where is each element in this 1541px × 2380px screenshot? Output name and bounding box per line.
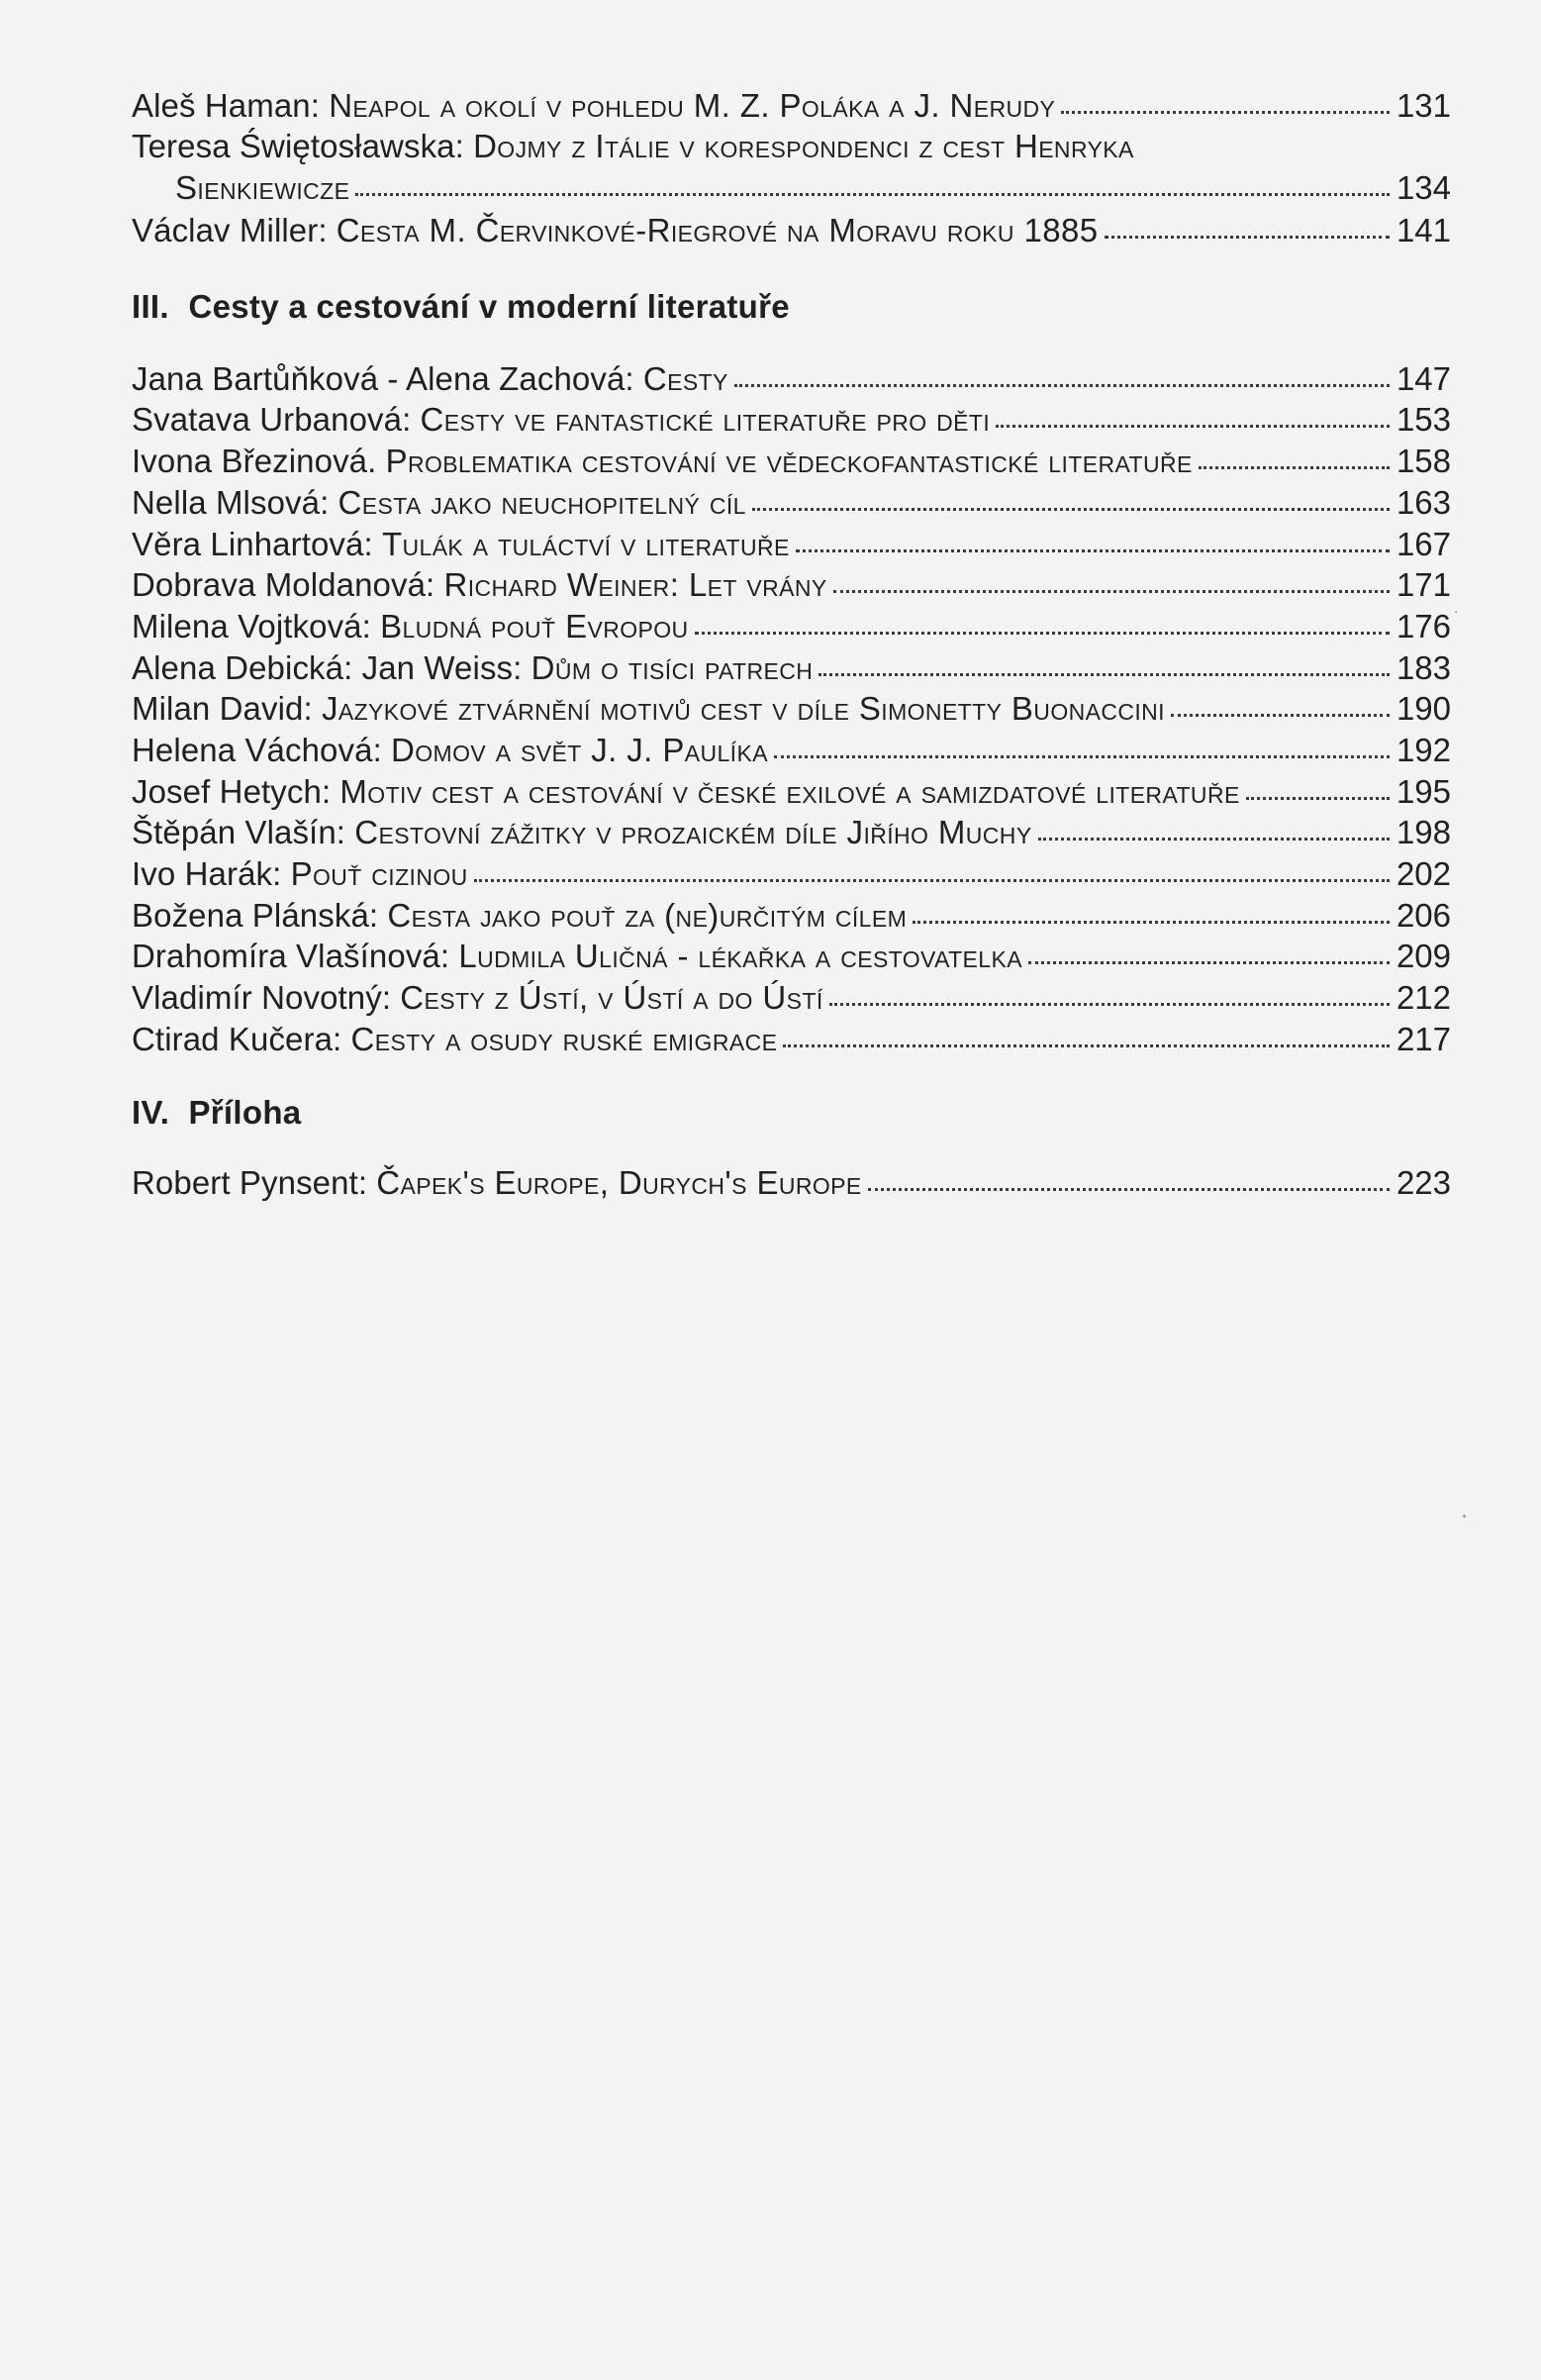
entry-author: Alena Debická: Jan Weiss: xyxy=(132,648,523,686)
entry-page-number: 158 xyxy=(1396,443,1451,480)
entry-page-number: 147 xyxy=(1396,359,1451,397)
entry-author: Vladimír Novotný: xyxy=(132,979,392,1017)
entry-page-number: 217 xyxy=(1396,1020,1451,1057)
paper-speck xyxy=(1463,1515,1466,1518)
entry-page-number: 206 xyxy=(1396,896,1451,934)
entry-page-number: 183 xyxy=(1396,648,1451,686)
toc-entry xyxy=(132,126,1451,209)
entry-author: Robert Pynsent: xyxy=(132,1164,368,1202)
entry-author: Milena Vojtková: xyxy=(132,607,371,645)
entry-page-number: 195 xyxy=(1396,772,1451,810)
toc-entry xyxy=(132,563,1451,605)
dot-leader xyxy=(695,605,1390,638)
entry-title: Cesta jako pouť za (ne)určitým cílem xyxy=(387,896,908,934)
dot-leader xyxy=(829,976,1390,1009)
entry-author: Štěpán Vlašín: xyxy=(132,814,346,851)
entry-author: Božena Plánská: xyxy=(132,896,379,934)
entry-page-number: 223 xyxy=(1396,1164,1451,1202)
entry-title: Cesta jako neuchopitelný cíl xyxy=(337,483,746,521)
entry-title: Domov a svět J. J. Paulíka xyxy=(391,731,768,768)
toc-entry xyxy=(132,84,1451,126)
entry-page-number: 192 xyxy=(1396,731,1451,768)
entry-page-number: 176 xyxy=(1396,607,1451,645)
entry-author: Helena Váchová: xyxy=(132,731,382,768)
entry-page-number: 190 xyxy=(1396,690,1451,728)
toc-entry xyxy=(132,935,1451,976)
entry-title: Cesty ve fantastické literatuře pro děti xyxy=(420,401,991,439)
dot-leader xyxy=(474,852,1390,885)
entry-title: Pouť cizinou xyxy=(290,855,468,893)
dot-leader xyxy=(1061,84,1390,117)
dot-leader xyxy=(1105,209,1391,242)
entry-title: Dům o tisíci patrech xyxy=(530,648,814,686)
entry-title: Motiv cest a cestování v české exilové a samizdatové literatuře xyxy=(339,772,1240,810)
toc-entry xyxy=(132,687,1451,729)
entry-page-number: 141 xyxy=(1396,212,1451,249)
entry-title: Cesty z Ústí, v Ústí a do Ústí xyxy=(400,979,823,1017)
entry-title: Richard Weiner: Let vrány xyxy=(443,566,827,604)
entry-author: Ivona Březinová. xyxy=(132,443,377,480)
entry-author: Svatava Urbanová: xyxy=(132,401,412,439)
dot-leader xyxy=(833,563,1390,596)
toc-entry xyxy=(132,398,1451,440)
section-entries xyxy=(132,357,1451,1059)
entry-title: Problematika cestování ve vědeckofantastické literatuře xyxy=(385,443,1193,480)
section-numeral: IV. xyxy=(132,1094,170,1132)
entry-title: Bludná pouť Evropou xyxy=(380,607,689,645)
dot-leader xyxy=(796,523,1390,555)
entry-author: Drahomíra Vlašínová: xyxy=(132,938,450,975)
dot-leader xyxy=(752,481,1390,514)
entry-title-continuation: Sienkiewicze xyxy=(175,169,350,207)
entry-title: Cestovní zážitky v prozaickém díle Jiřího Muchy xyxy=(354,814,1032,851)
section-heading xyxy=(132,1092,1451,1134)
entry-author: Milan David: xyxy=(132,690,313,728)
entry-title: Cesta M. Červinkové-Riegrové na Moravu roku 1885 xyxy=(336,212,1099,249)
toc-entry xyxy=(132,481,1451,523)
toc-entry xyxy=(132,729,1451,770)
entry-page-number: 134 xyxy=(1396,169,1451,207)
entry-page-number: 131 xyxy=(1396,87,1451,124)
dot-leader xyxy=(913,894,1390,927)
toc-entry xyxy=(132,357,1451,399)
toc-entry xyxy=(132,523,1451,564)
entry-page-number: 171 xyxy=(1396,566,1451,604)
toc-entry xyxy=(132,894,1451,936)
entry-author: Nella Mlsová: xyxy=(132,483,330,521)
section-entries xyxy=(132,1161,1451,1203)
dot-leader xyxy=(734,357,1390,390)
toc-entry xyxy=(132,811,1451,852)
entry-title: Jazykové ztvárnění motivů cest v díle Simonetty Buonaccini xyxy=(321,690,1165,728)
toc-entry xyxy=(132,646,1451,688)
entry-author: Jana Bartůňková - Alena Zachová: xyxy=(132,359,634,397)
dot-leader xyxy=(1199,440,1390,472)
entry-title: Tulák a tuláctví v literatuře xyxy=(381,525,790,562)
toc-entry xyxy=(132,852,1451,894)
entry-title: Ludmila Uličná - lékařka a cestovatelka xyxy=(458,938,1022,975)
dot-leader xyxy=(355,166,1390,199)
dot-leader xyxy=(774,729,1390,761)
toc-entry xyxy=(132,605,1451,646)
toc-entry xyxy=(132,1018,1451,1059)
section-heading xyxy=(132,286,1451,328)
entry-page-number: 167 xyxy=(1396,525,1451,562)
toc-entry xyxy=(132,770,1451,812)
dot-leader xyxy=(1171,687,1390,720)
entry-author: Teresa Świętosławska: xyxy=(132,127,464,164)
entry-title: Cesty xyxy=(642,359,728,397)
dot-leader xyxy=(819,646,1390,679)
entry-title: Čapek's Europe, Durych's Europe xyxy=(376,1164,862,1202)
dot-leader xyxy=(1038,811,1390,843)
section-numeral: III. xyxy=(132,287,169,325)
entry-author: Ctirad Kučera: xyxy=(132,1020,342,1057)
entry-page-number: 153 xyxy=(1396,401,1451,439)
entry-page-number: 163 xyxy=(1396,483,1451,521)
table-of-contents xyxy=(132,84,1451,1203)
entry-page-number: 202 xyxy=(1396,855,1451,893)
entry-title: Neapol a okolí v pohledu M. Z. Poláka a J. Nerudy xyxy=(329,87,1056,124)
dot-leader xyxy=(996,398,1390,431)
toc-entry xyxy=(132,209,1451,250)
entry-author: Ivo Harák: xyxy=(132,855,282,893)
entry-title: Dojmy z Itálie v korespondenci z cest Henryka xyxy=(473,127,1134,164)
entry-author: Dobrava Moldanová: xyxy=(132,566,435,604)
entry-page-number: 198 xyxy=(1396,814,1451,851)
toc-entry xyxy=(132,440,1451,481)
entry-author: Václav Miller: xyxy=(132,212,328,249)
dot-leader xyxy=(783,1018,1390,1050)
paper-speck xyxy=(1455,611,1457,613)
entry-page-number: 209 xyxy=(1396,938,1451,975)
toc-entry xyxy=(132,1161,1451,1203)
toc-entry xyxy=(132,976,1451,1018)
entry-author: Věra Linhartová: xyxy=(132,525,373,562)
entry-author: Josef Hetych: xyxy=(132,772,332,810)
section-title: Příloha xyxy=(188,1094,302,1132)
section-title: Cesty a cestování v moderní literatuře xyxy=(188,287,790,325)
entry-author: Aleš Haman: xyxy=(132,87,321,124)
dot-leader xyxy=(868,1161,1390,1194)
dot-leader xyxy=(1028,935,1390,967)
entry-page-number: 212 xyxy=(1396,979,1451,1017)
entry-title: Cesty a osudy ruské emigrace xyxy=(350,1020,778,1057)
dot-leader xyxy=(1246,770,1390,803)
